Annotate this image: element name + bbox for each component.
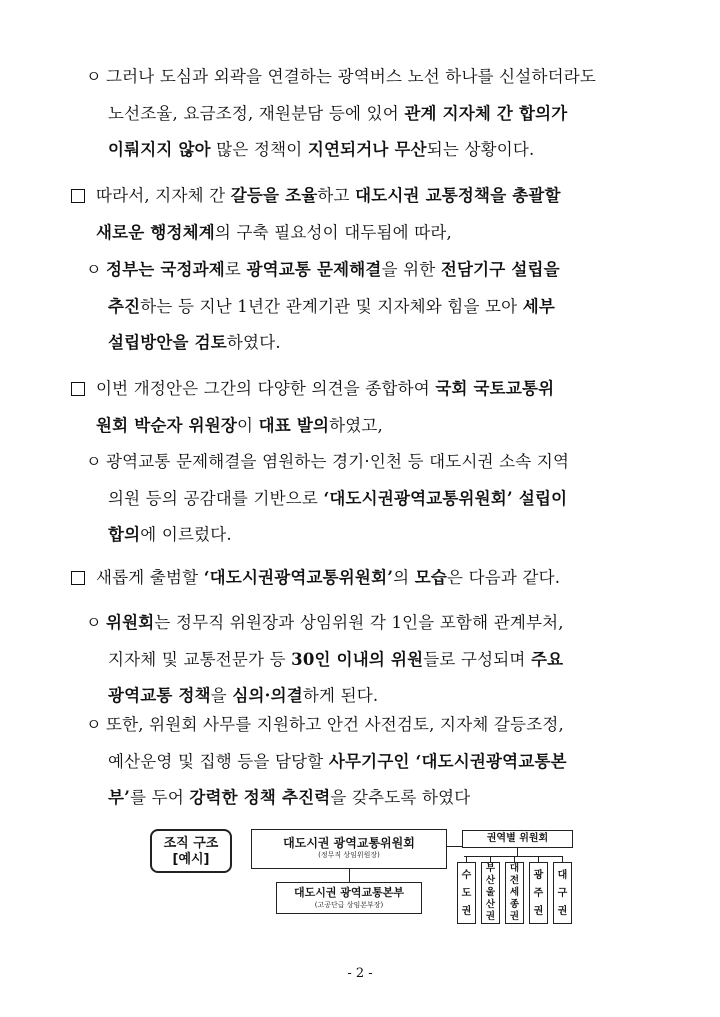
text-segment: 을 [210,686,233,705]
headquarters-box [276,882,422,914]
text-line [96,415,383,437]
bullet-marker: ㅇ [86,613,102,632]
checkbox-square-icon [71,571,85,585]
bold-text: ‘대도시권광역교통위원회’ 설립이 [323,488,568,508]
text-segment: 하고 [317,186,356,205]
text-line [106,259,560,281]
text-segment: 하였다. [226,333,281,352]
region-box [505,862,524,924]
bullet-marker: ㅇ [86,452,102,471]
text-segment: 새롭게 출범할 [96,568,204,587]
text-line [108,787,470,809]
region-box [529,862,548,924]
text-segment: 하게 된다. [302,686,379,705]
bold-text: 사무기구인 ‘대도시권광역교통본 [328,751,567,771]
committee-box [251,829,447,869]
bold-text: 국회 국토교통위 [435,379,555,398]
region-label: 부산울산권 [485,863,496,922]
bold-text: 추진 [108,296,141,316]
org-chart-label [150,829,232,873]
bold-text: 설립방안을 검토 [108,333,227,352]
text-line [108,751,567,773]
connector [349,869,350,882]
text-line [108,488,567,510]
bold-text: 강력한 정책 추진력 [189,788,331,807]
bold-text: 관계 지자체 간 합의가 [404,103,568,123]
bullet-marker: ㅇ [86,260,102,279]
text-segment: 을 갖추도록 하였다 [330,788,471,807]
checkbox-square-icon [71,382,85,396]
bold-text: 대표 발의 [258,415,330,435]
bold-text: 전담기구 설립을 [440,260,560,279]
text-segment: 이 [237,415,259,435]
regional-committee-box [462,830,573,848]
text-segment: 많은 정책이 [210,140,308,159]
page-number: - 2 - [347,966,373,981]
text-segment: 의 구축 필요성이 대두됨에 따라, [214,222,452,242]
text-segment: 예산운영 및 집행 등을 담당할 [108,751,329,771]
text-segment: 광역교통 문제해결을 염원하는 경기·인천 등 대도시권 소속 지역 [106,452,570,471]
bold-text: 30인 이내의 위원 [291,649,424,669]
region-label: 대전세종권 [509,863,520,922]
text-segment: 이번 개정안은 그간의 다양한 의견을 종합하여 [96,379,436,398]
committee-title: 대도시권 광역교통위원회 [283,836,415,850]
text-line [108,103,567,125]
bullet-marker: ㅇ [86,67,102,86]
bullet-marker: ㅇ [86,715,102,734]
bold-text: 모습 [414,568,448,587]
text-segment: 로 [224,260,247,279]
bold-text: ‘대도시권광역교통위원회’ [203,568,394,587]
text-line [108,649,563,671]
org-chart-label-line2: [예시] [172,852,210,867]
text-segment: 의원 등의 공감대를 기반으로 [108,488,324,508]
region-label: 대구권 [557,870,568,917]
bold-text: 원회 박순자 위원장 [96,415,238,435]
text-segment: 을 위한 [381,260,441,279]
connector [447,846,462,847]
text-line [106,451,569,473]
text-segment: 들로 구성되며 [423,649,531,669]
text-line [96,222,452,244]
bold-text: 갈등을 조율 [230,186,318,205]
bold-text: 부’ [108,788,131,807]
text-line [108,332,281,354]
bold-text: 대도시권 교통정책을 총괄할 [355,186,561,205]
text-segment: 를 두어 [130,788,190,807]
text-segment: 하였고, [329,415,383,435]
text-segment: 노선조율, 요금조정, 재원분담 등에 있어 [108,103,405,123]
headquarters-title: 대도시권 광역교통본부 [293,886,405,899]
connector [464,856,562,857]
bold-text: 주요 [531,649,564,669]
committee-subtitle: (정무직 상임위원장) [318,851,380,859]
bold-text: 지연되거나 무산 [307,140,427,159]
bold-text: 새로운 행정체계 [96,222,215,242]
text-segment: 는 정무직 위원장과 상임위원 각 1인을 포함해 관계부처, [154,613,564,632]
text-line [96,567,560,589]
bold-text: 광역교통 정책 [108,686,211,705]
bold-text: 위원회 [106,613,155,632]
region-box [553,862,572,924]
regional-committee-title: 권역별 위원회 [486,833,549,844]
region-box [481,862,500,924]
text-segment: 에 이르렀다. [140,525,232,544]
region-box [457,862,476,924]
bold-text: 심의·의결 [232,686,303,705]
text-segment: 또한, 위원회 사무를 지원하고 안건 사전검토, 지자체 갈등조정, [106,715,564,734]
text-line [96,185,561,207]
text-line [96,378,554,400]
connector [517,848,518,856]
text-segment: 은 다음과 같다. [447,568,561,587]
headquarters-subtitle: (고공단급 상임본부장) [314,901,384,909]
text-line [108,524,232,546]
bold-text: 세부 [522,296,556,316]
bold-text: 광역교통 문제해결 [246,260,382,279]
region-label: 수도권 [461,870,472,917]
bold-text: 합의 [108,525,141,544]
text-segment: 의 [393,568,415,587]
text-line [106,612,564,634]
text-line [106,66,596,88]
text-line [108,685,378,707]
text-line [108,296,555,318]
text-line [108,139,534,161]
text-segment: 하는 등 지난 1년간 관계기관 및 지자체와 힘을 모아 [140,296,523,316]
checkbox-square-icon [71,189,85,203]
org-chart-label-line1: 조직 구조 [163,836,219,851]
text-segment: 되는 상황이다. [426,140,535,159]
text-line [106,714,564,736]
text-segment: 따라서, 지자체 간 [96,186,231,205]
region-label: 광주권 [533,870,544,917]
bold-text: 정부는 국정과제 [106,260,225,279]
text-segment: 그러나 도심과 외곽을 연결하는 광역버스 노선 하나를 신설하더라도 [106,67,597,86]
bold-text: 이뤄지지 않아 [108,140,211,159]
text-segment: 지자체 및 교통전문가 등 [108,649,292,669]
